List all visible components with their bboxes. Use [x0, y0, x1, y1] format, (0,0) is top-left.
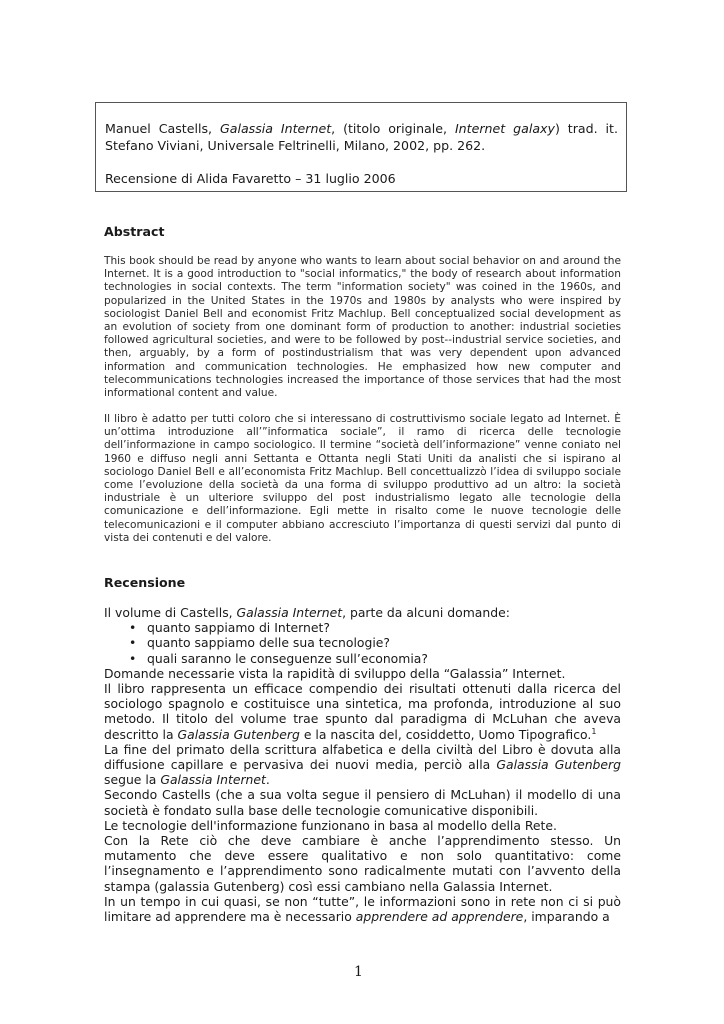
- tecnologie-paragraph: Le tecnologie dell'informazione funzionano in basa al modello della Rete.: [104, 817, 557, 833]
- list-item: • quanto sappiamo delle sua tecnologie?: [147, 635, 621, 650]
- secondo-paragraph: Secondo Castells (che a sua volta segue il pensiero di McLuhan) il modello di una società è fondato sulla base delle tecnologie comunicative disponibili.: [104, 787, 621, 818]
- libro-text-end: e la nascita del, cosiddetto, Uomo Tipografico.: [299, 726, 592, 742]
- fine-italic-gutenberg: Galassia Gutenberg: [496, 757, 621, 773]
- domande-paragraph: Domande necessarie vista la rapidità di sviluppo della “Galassia” Internet.: [104, 665, 566, 681]
- intro-book-title: Galassia Internet: [236, 605, 343, 620]
- recensione-heading: Recensione: [104, 575, 186, 590]
- intro-text-end: , parte da alcuni domande:: [342, 605, 510, 620]
- questions-list: [104, 620, 621, 666]
- tempo-text-end: , imparando a: [523, 909, 610, 925]
- fine-text-mid: segue la: [104, 772, 161, 788]
- libro-italic: Galassia Gutenberg: [177, 726, 300, 742]
- libro-paragraph: [104, 681, 621, 742]
- fine-italic-internet: Galassia Internet: [160, 772, 266, 788]
- review-byline: Recensione di Alida Favaretto – 31 luglio 2006: [105, 171, 396, 186]
- page-number: 1: [354, 964, 363, 980]
- intro-text: Il volume di Castells,: [104, 605, 237, 620]
- citation-author: Manuel Castells,: [105, 121, 220, 136]
- abstract-italian: Il libro è adatto per tutti coloro che si interessano di costruttivismo sociale legato ad Internet. È un’ottima introduzione all’”informatica sociale”, il ramo di ricerca delle tecnologie dell’informazione in campo sociologico. Il termine “società dell’informazione” venne coniato nel 1960 e diffuso negli anni Settanta e Ottanta negli Stati Uniti da analisti che si ispirano al sociologo Daniel Bell e all’economista Fritz Machlup. Bell concettualizzò l’idea di sviluppo sociale come l’evoluzione della società da una forma di sviluppo produttivo ad un altro: la società industriale è un ulteriore sviluppo del post industrialismo legato alle tecnologie della comunicazione e dell’informazione. Egli mette in risalto come le nuove tecnologie delle telecomunicazioni e il computer abbiano accresciuto l’importanza di questi servizi dal punto di vista dei contenuti e del valore.: [104, 413, 621, 544]
- fine-text-end: .: [265, 772, 270, 788]
- citation-box: [95, 102, 627, 192]
- citation-text: , (titolo originale,: [331, 121, 455, 136]
- recensione-body: [104, 605, 621, 924]
- rete-paragraph: Con la Rete ciò che deve cambiare è anche l’apprendimento stesso. Un mutamento che deve essere qualitativo e non solo quantitativo: come l’insegnamento e l’apprendimento sono radicalmente mutati con l’avvento della stampa (galassia Gutenberg) così essi cambiano nella Galassia Internet.: [104, 833, 621, 894]
- citation-title-italian: Galassia Internet: [219, 121, 332, 136]
- list-item: • quanto sappiamo di Internet?: [147, 620, 621, 635]
- libro-text: Il libro rappresenta un efficace compendio dei risultati ottenuti dalla ricerca del sociologo spagnolo e costituisce una sintetica, ma profonda, introduzione al suo metodo. Il titolo del volume trae spunto dal paradigma di McLuhan che aveva descritto la: [104, 681, 621, 742]
- intro-paragraph: [104, 605, 621, 620]
- tempo-paragraph: [104, 894, 621, 924]
- tempo-italic: apprendere ad apprendere: [355, 909, 524, 925]
- footnote-reference[interactable]: 1: [591, 726, 597, 736]
- fine-paragraph: [104, 742, 621, 788]
- citation-title-original: Internet galaxy: [454, 121, 555, 136]
- abstract-english: This book should be read by anyone who wants to learn about social behavior on and around the Internet. It is a good introduction to "social informatics," the body of research about information technologies in social contexts. The term "information society" was coined in the 1960s, and popularized in the United States in the 1970s and 1980s by analysts who were inspired by sociologist Daniel Bell and economist Fritz Machlup. Bell conceptualized social development as an evolution of society from one dominant form of production to another: industrial societies followed agricultural societies, and were to be followed by post--industrial service societies, and then, arguably, by a form of postindustrialism that was very dependent upon advanced information and communication technologies. He emphasized how new computer and telecommunications technologies increased the importance of those services that had the most informational content and value.: [104, 255, 621, 400]
- abstract-heading: Abstract: [104, 224, 165, 239]
- tempo-text: In un tempo in cui quasi, se non “tutte”, le informazioni sono in rete non ci si può limitare ad apprendere ma è necessario: [104, 893, 621, 925]
- list-item: • quali saranno le conseguenze sull’economia?: [147, 651, 621, 666]
- citation-line: [105, 120, 618, 154]
- citation-publisher: ) trad. it. Stefano Viviani, Universale Feltrinelli, Milano, 2002, pp. 262.: [105, 121, 618, 153]
- fine-text: La fine del primato della scrittura alfabetica e della civiltà del Libro è dovuta alla diffusione capillare e pervasiva dei nuovi media, perciò alla: [104, 741, 621, 773]
